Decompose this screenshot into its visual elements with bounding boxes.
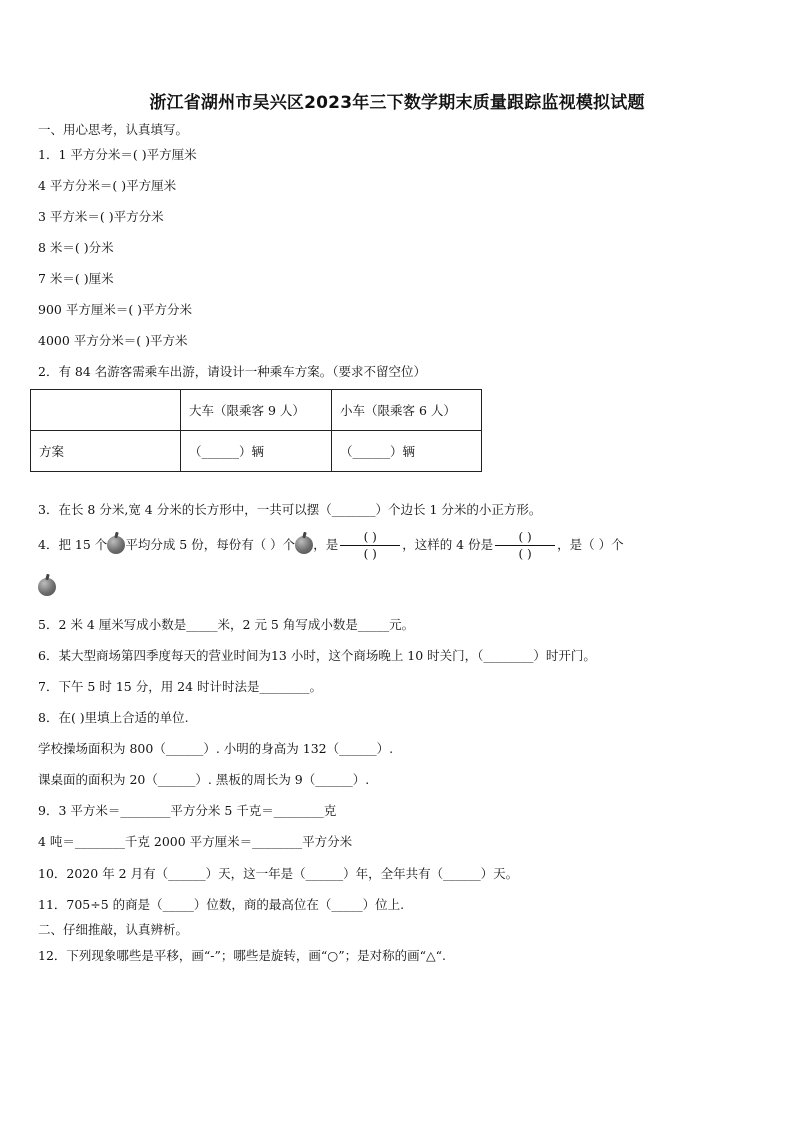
question-4-text: 平均分成 5 份，每份有（ ）个: [125, 537, 296, 552]
table-row-label: 方案: [31, 431, 181, 472]
question-11: 11．705÷5 的商是（_____）位数，商的最高位在（_____）位上.: [38, 897, 405, 912]
question-8: 8．在( )里填上合适的单位.: [38, 710, 189, 725]
section-heading: 二、仔细推敲，认真辨析。: [38, 922, 189, 937]
answer-blank-big-car[interactable]: （______）辆: [181, 431, 332, 472]
fraction-denominator: ( ): [518, 546, 532, 561]
apple-icon: [107, 536, 125, 554]
fraction-numerator: ( ): [518, 529, 532, 544]
question-1-line: 4000 平方分米＝( )平方米: [38, 333, 188, 348]
table-cell: [31, 390, 181, 431]
question-1-line: 4 平方分米＝( )平方厘米: [38, 178, 177, 193]
table-header-row: [31, 390, 482, 431]
table-header-small-car: 小车（限乘客 6 人）: [332, 390, 482, 431]
question-1-line: 3 平方米＝( )平方分米: [38, 209, 164, 224]
question-4-text: 4．把 15 个: [38, 537, 108, 552]
fraction-bar: [340, 545, 400, 546]
fraction-blank[interactable]: [495, 530, 555, 561]
ride-plan-table: [30, 389, 482, 472]
question-9-line: 4 吨＝________千克 2000 平方厘米＝________平方分米: [38, 834, 353, 849]
question-9-line: 9．3 平方米＝________平方分米 5 千克＝________克: [38, 803, 337, 818]
question-4-text: ，是（ ）个: [557, 537, 624, 552]
question-2: 2．有 84 名游客需乘车出游，请设计一种乘车方案。（要求不留空位）: [38, 364, 427, 379]
question-4: [38, 528, 624, 562]
apple-icon: [295, 536, 313, 554]
question-3: 3．在长 8 分米,宽 4 分米的长方形中，一共可以摆（_______）个边长 1 分米的小正方形。: [38, 502, 542, 517]
question-1-line: 1．1 平方分米＝( )平方厘米: [38, 147, 197, 162]
question-1-line: 7 米＝( )厘米: [38, 271, 114, 286]
fraction-denominator: ( ): [363, 546, 377, 561]
fraction-numerator: ( ): [363, 529, 377, 544]
apple-icon: [38, 578, 56, 596]
fraction-blank[interactable]: [340, 530, 400, 561]
question-8-line: 学校操场面积为 800（______）. 小明的身高为 132（______）.: [38, 741, 394, 756]
table-header-big-car: 大车（限乘客 9 人）: [181, 390, 332, 431]
answer-blank-small-car[interactable]: （______）辆: [332, 431, 482, 472]
fraction-bar: [495, 545, 555, 546]
question-8-line: 课桌面的面积为 20（______）. 黑板的周长为 9（______）.: [38, 772, 370, 787]
question-6: 6．某大型商场第四季度每天的营业时间为13 小时，这个商场晚上 10 时关门，（________）时开门。: [38, 648, 596, 663]
table-row: [31, 431, 482, 472]
question-10: 10．2020 年 2 月有（______）天，这一年是（______）年，全年共有（______）天。: [38, 866, 519, 881]
question-1-line: 8 米＝( )分米: [38, 240, 114, 255]
question-7: 7．下午 5 时 15 分，用 24 时计时法是________。: [38, 679, 323, 694]
question-5: 5．2 米 4 厘米写成小数是_____米，2 元 5 角写成小数是_____元。: [38, 617, 415, 632]
question-1-line: 900 平方厘米＝( )平方分米: [38, 302, 193, 317]
page-title: 浙江省湖州市吴兴区2023年三下数学期末质量跟踪监视模拟试题: [149, 93, 645, 113]
section-heading: 一、用心思考，认真填写。: [38, 122, 189, 137]
question-12: 12．下列现象哪些是平移，画“-”；哪些是旋转，画“○”；是对称的画“△“.: [38, 948, 446, 963]
question-4-text: ，这样的 4 份是: [402, 537, 494, 552]
question-4-text: ，是: [313, 537, 339, 552]
question-4-continued: [38, 578, 56, 596]
